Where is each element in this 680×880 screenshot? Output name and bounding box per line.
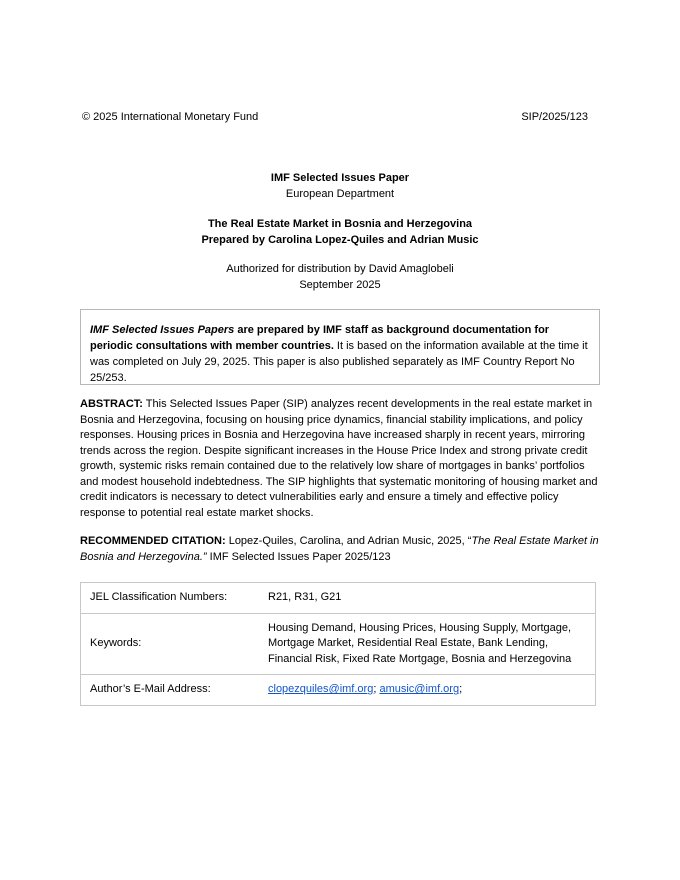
citation-title: The Real Estate Market in Bosnia and Herzegovina.” (80, 535, 599, 563)
email-label: Author’s E-Mail Address: (81, 675, 268, 706)
abstract (80, 397, 600, 521)
authorization-block (0, 262, 680, 293)
disclaimer-box (80, 309, 600, 385)
jel-value: R21, R31, G21 (267, 583, 596, 614)
recommended-citation (80, 534, 600, 565)
disclaimer-text: It is based on the information available at the time it was completed on July 29, 2025. This paper is also published separately as IMF Country Report No 25/253. (90, 340, 588, 384)
abstract-label: ABSTRACT: (80, 398, 143, 410)
abstract-text: This Selected Issues Paper (SIP) analyzes recent developments in the real estate market in Bosnia and Herzegovina, focusing on housing price dynamics, financial stability implications, and policy responses. Housing prices in Bosnia and Herzegovina have increased sharply in recent years, mirroring trends across the region. Despite significant increases in the House Price Index and strong private credit growth, systemic risks remain contained due to the relatively low share of mortgages in banks’ portfolios and modest household indebtedness. The SIP highlights that systematic monitoring of housing market and credit indicators is necessary to detect vulnerabilities early and ensure a timely and effective policy response to potential real estate market shocks. (80, 398, 598, 519)
authorized-by: Authorized for distribution by David Amaglobeli (226, 263, 454, 275)
department: European Department (285, 187, 395, 200)
keywords-label: Keywords: (81, 614, 268, 675)
page-header (82, 111, 588, 124)
disclaimer-bold-text: are prepared by IMF staff as background documentation for periodic consultations with member countries. (90, 324, 550, 352)
series-title: IMF Selected Issues Paper (270, 172, 410, 184)
email-separator: ; (373, 683, 377, 696)
keywords-value: Housing Demand, Housing Prices, Housing Supply, Mortgage, Mortgage Market, Residential Real Estate, Bank Lending, Financial Risk, Fixed Rate Mortgage, Bosnia and Herzegovina (267, 614, 596, 675)
email-link-lopez-quiles[interactable]: clopezquiles@imf.org (268, 683, 374, 696)
email-value (267, 675, 596, 706)
paper-code: SIP/2025/123 (521, 111, 588, 123)
disclaimer-series-name: IMF Selected Issues Papers (90, 324, 235, 336)
publication-date: September 2025 (299, 278, 381, 291)
jel-label: JEL Classification Numbers: (81, 583, 268, 614)
table-row (81, 675, 596, 706)
citation-pre: Lopez-Quiles, Carolina, and Adrian Music, 2025, “ (225, 535, 472, 547)
title-block (0, 217, 680, 248)
table-row (81, 614, 596, 675)
info-table (80, 582, 596, 706)
table-row (81, 583, 596, 614)
citation-post: IMF Selected Issues Paper 2025/123 (206, 550, 391, 563)
paper-title: The Real Estate Market in Bosnia and Herzegovina (207, 218, 473, 230)
email-link-music[interactable]: amusic@imf.org (379, 683, 460, 696)
citation-label: RECOMMENDED CITATION: (80, 535, 226, 547)
prepared-by: Prepared by Carolina Lopez-Quiles and Adrian Music (201, 233, 479, 246)
email-separator: ; (459, 683, 463, 696)
copyright-text: © 2025 International Monetary Fund (82, 111, 259, 123)
series-block (0, 171, 680, 202)
